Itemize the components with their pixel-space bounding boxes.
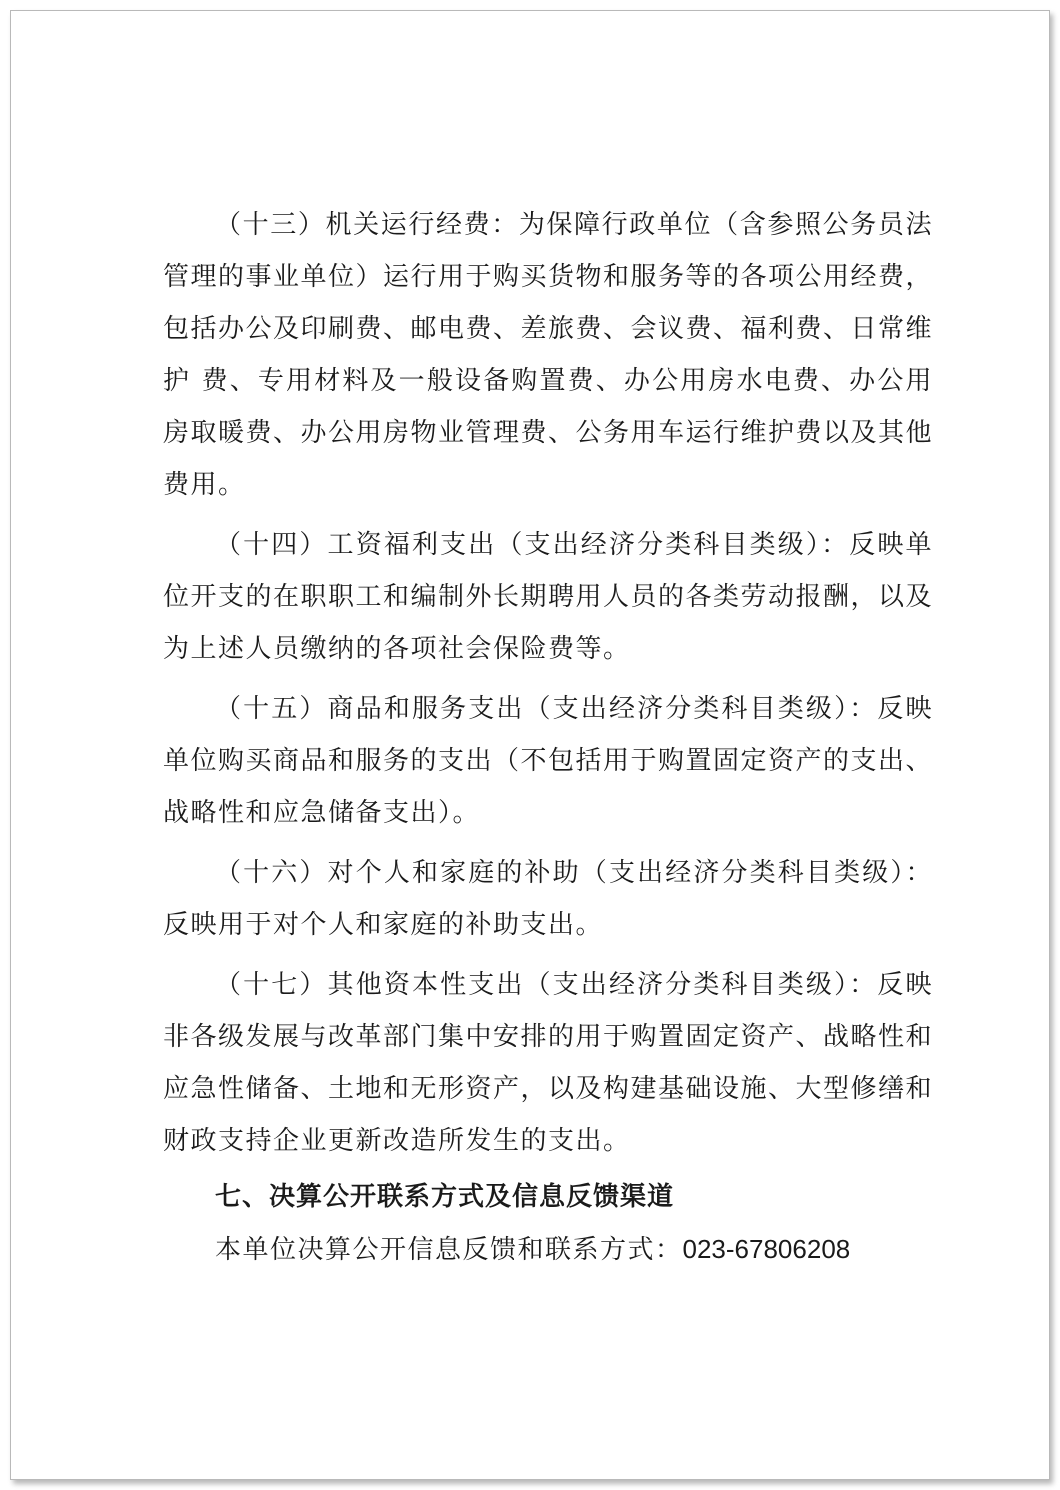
paragraph-17-other-capital: （十七）其他资本性支出（支出经济分类科目类级）：反映非各级发展与改革部门集中安排的用于购置固定资产、战略性和应急性储备、土地和无形资产，以及构建基础设施、大型修缮和财政支持企业更新改造所发生的支出。 bbox=[163, 970, 934, 1156]
contact-label: 本单位决算公开信息反馈和联系方式： bbox=[215, 1235, 683, 1265]
paragraph-16-subsidies-individuals: （十六）对个人和家庭的补助（支出经济分类科目类级）：反映用于对个人和家庭的补助支出。 bbox=[163, 858, 933, 940]
document-body bbox=[163, 199, 933, 1276]
paragraph-13-operating-expenses: （十三）机关运行经费：为保障行政单位（含参照公务员法管理的事业单位）运行用于购买货物和服务等的各项公用经费，包括办公及印刷费、邮电费、差旅费、会议费、福利费、日常维护 费、专用材料及一般设备购置费、办公用房水电费、办公用房取暖费、办公用房物业管理费、公务用车运行维护费以及其他费用。 bbox=[163, 210, 934, 500]
paragraph-14-wages-welfare: （十四）工资福利支出（支出经济分类科目类级）：反映单位开支的在职职工和编制外长期聘用人员的各类劳动报酬，以及为上述人员缴纳的各项社会保险费等。 bbox=[163, 530, 934, 664]
paragraph-15-goods-services: （十五）商品和服务支出（支出经济分类科目类级）：反映单位购买商品和服务的支出（不包括用于购置固定资产的支出、战略性和应急储备支出）。 bbox=[163, 694, 934, 828]
section-heading-contact: 七、决算公开联系方式及信息反馈渠道 bbox=[215, 1182, 675, 1212]
contact-phone: 023-67806208 bbox=[682, 1234, 851, 1264]
contact-line bbox=[163, 1223, 933, 1276]
document-page bbox=[10, 10, 1050, 1480]
